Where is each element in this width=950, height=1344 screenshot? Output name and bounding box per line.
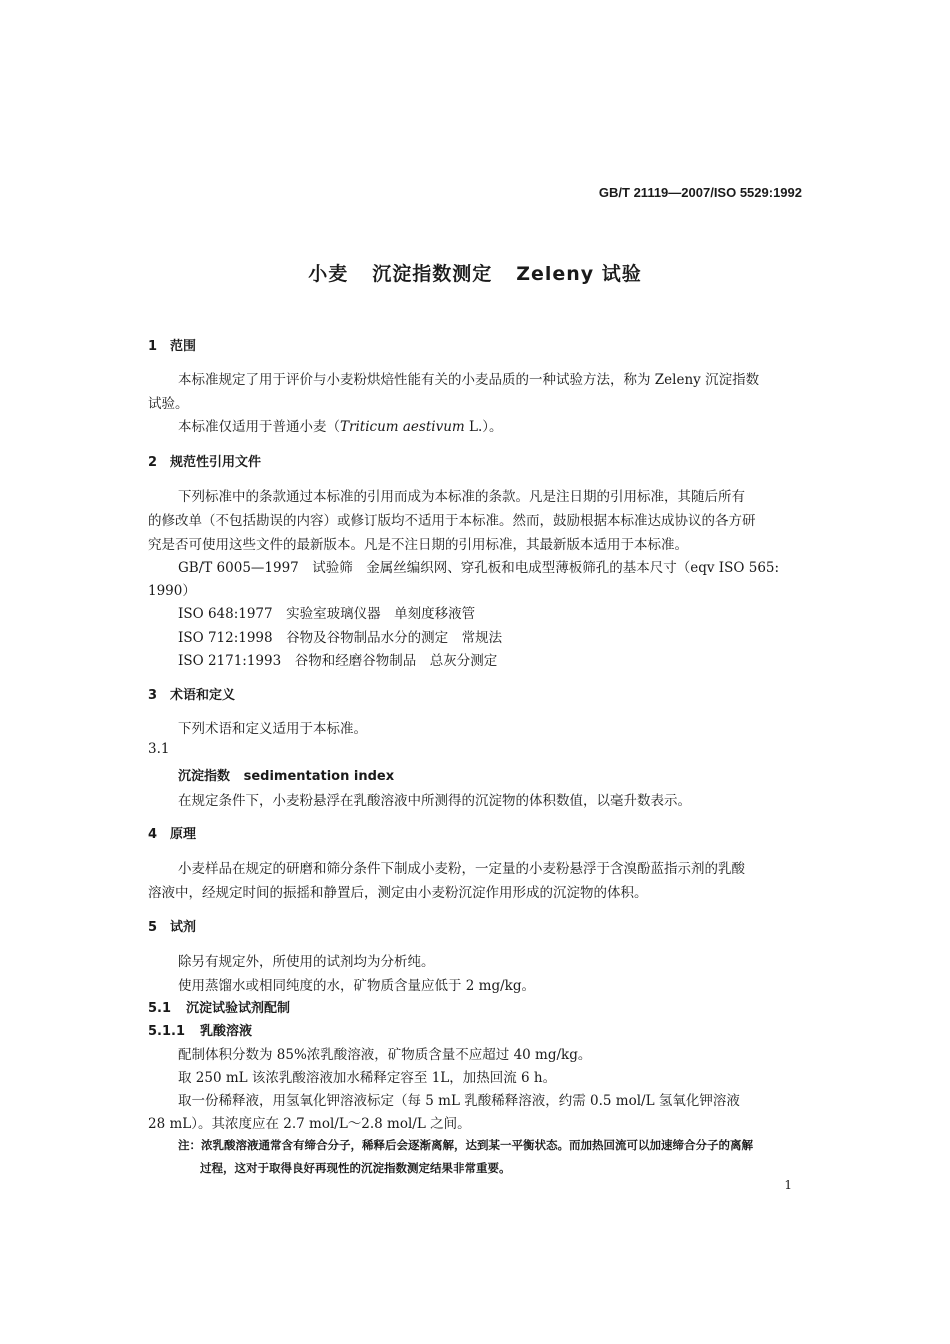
subsection-number: 3.1 [148, 741, 170, 757]
section-heading: 2 规范性引用文件 [148, 455, 262, 470]
paragraph-line: 使用蒸馏水或相同纯度的水，矿物质含量应低于 2 mg/kg。 [178, 978, 535, 994]
paragraph-line: 取一份稀释液，用氢氧化钾溶液标定（每 5 mL 乳酸稀释溶液，约需 0.5 mol/L 氢氧化钾溶液 [178, 1093, 740, 1109]
reference-item: ISO 2171:1993 谷物和经磨谷物制品 总灰分测定 [178, 653, 498, 669]
subsection-heading: 5.1.1 乳酸溶液 [148, 1024, 253, 1039]
section-heading: 3 术语和定义 [148, 688, 236, 703]
paragraph-line: 取 250 mL 该浓乳酸溶液加水稀释定容至 1L，加热回流 6 h。 [178, 1070, 557, 1086]
paragraph-line: 配制体积分数为 85%浓乳酸溶液，矿物质含量不应超过 40 mg/kg。 [178, 1047, 592, 1063]
paragraph-line: 下列标准中的条款通过本标准的引用而成为本标准的条款。凡是注日期的引用标准，其随后所有 [178, 489, 745, 505]
standard-code: GB/T 21119—2007/ISO 5529:1992 [598, 185, 802, 200]
paragraph-line: 下列术语和定义适用于本标准。 [178, 721, 367, 737]
reference-item: GB/T 6005—1997 试验筛 金属丝编织网、穿孔板和电成型薄板筛孔的基本尺寸（eqv ISO 565: [178, 560, 780, 576]
title-part-3: Zeleny 试验 [516, 263, 642, 285]
page-number: 1 [784, 1178, 792, 1192]
paragraph-line: 本标准规定了用于评价与小麦粉烘焙性能有关的小麦品质的一种试验方法，称为 Zeleny 沉淀指数 [178, 372, 760, 388]
note-line: 过程，这对于取得良好再现性的沉淀指数测定结果非常重要。 [200, 1161, 511, 1175]
term-definition: 在规定条件下，小麦粉悬浮在乳酸溶液中所测得的沉淀物的体积数值，以毫升数表示。 [178, 793, 691, 809]
reference-item: ISO 712:1998 谷物及谷物制品水分的测定 常规法 [178, 630, 503, 646]
paragraph-line: 溶液中，经规定时间的振摇和静置后，测定由小麦粉沉淀作用形成的沉淀物的体积。 [148, 885, 648, 901]
latin-species-name: Triticum aestivum [340, 419, 465, 435]
section-heading: 1 范围 [148, 339, 197, 354]
reference-item: 1990） [148, 583, 196, 599]
note-line: 注：浓乳酸溶液通常含有缔合分子，稀释后会逐渐离解，达到某一平衡状态。而加热回流可以加速缔合分子的离解 [178, 1138, 753, 1152]
subsection-heading: 5.1 沉淀试验试剂配制 [148, 1001, 291, 1016]
section-heading: 5 试剂 [148, 920, 197, 935]
section-heading: 4 原理 [148, 827, 197, 842]
paragraph-line: 本标准仅适用于普通小麦（Triticum aestivum L.）。 [178, 419, 503, 435]
page-title [0, 259, 950, 286]
paragraph-line: 试验。 [148, 396, 189, 412]
paragraph-line: 的修改单（不包括勘误的内容）或修订版均不适用于本标准。然而，鼓励根据本标准达成协议的各方研 [148, 513, 756, 529]
title-part-2: 沉淀指数测定 [372, 263, 493, 285]
title-part-1: 小麦 [308, 263, 349, 285]
paragraph-line: 小麦样品在规定的研磨和筛分条件下制成小麦粉，一定量的小麦粉悬浮于含溴酚蓝指示剂的乳酸 [178, 861, 745, 877]
term-entry: 沉淀指数 sedimentation index [178, 769, 395, 784]
paragraph-line: 除另有规定外，所使用的试剂均为分析纯。 [178, 954, 435, 970]
paragraph-line: 究是否可使用这些文件的最新版本。凡是不注日期的引用标准，其最新版本适用于本标准。 [148, 537, 688, 553]
reference-item: ISO 648:1977 实验室玻璃仪器 单刻度移液管 [178, 606, 476, 622]
paragraph-line: 28 mL）。其浓度应在 2.7 mol/L～2.8 mol/L 之间。 [148, 1116, 471, 1132]
